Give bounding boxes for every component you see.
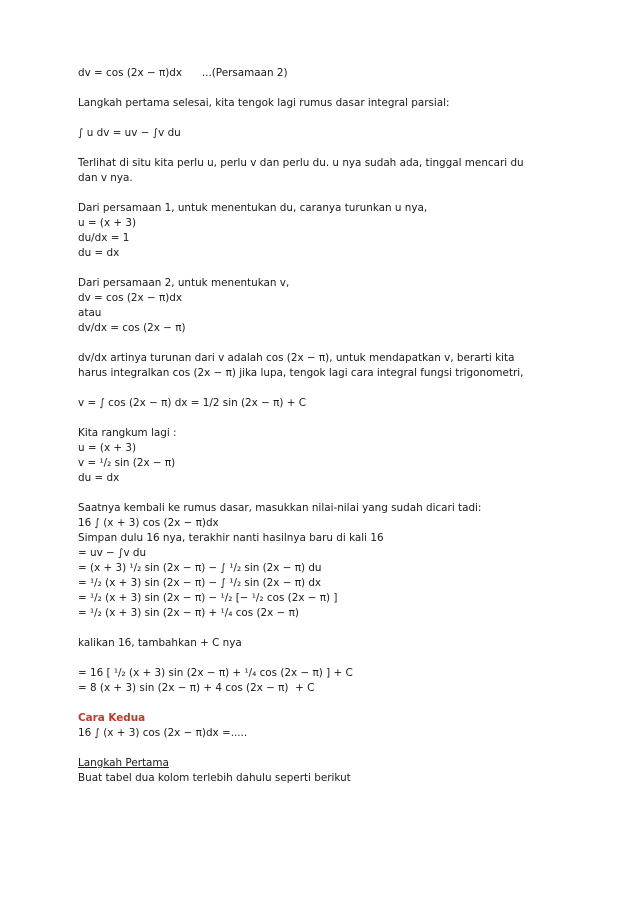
summary-v: v = ¹/₂ sin (2x − π)	[78, 457, 176, 469]
step-uv-minus: = uv − ∫v du	[78, 547, 147, 559]
equation-dv-2: dv = cos (2x − π)dx	[78, 292, 183, 304]
equation-du: du = dx	[78, 247, 120, 259]
formula-integration-by-parts: ∫ u dv = uv − ∫v du	[78, 127, 181, 139]
heading-summary: Kita rangkum lagi :	[78, 427, 177, 439]
text-atau: atau	[78, 307, 102, 319]
paragraph-save-16: Simpan dulu 16 nya, terakhir nanti hasilnya baru di kali 16	[78, 532, 384, 544]
equation-integral-16: 16 ∫ (x + 3) cos (2x − π)dx	[78, 517, 219, 529]
result-line-2: = 8 (x + 3) sin (2x − π) + 4 cos (2x − π) + C	[78, 682, 315, 694]
equation-du-dx: du/dx = 1	[78, 232, 130, 244]
equation-dv-dx: dv/dx = cos (2x − π)	[78, 322, 186, 334]
paragraph-need-u-v-du-1: Terlihat di situ kita perlu u, perlu v dan perlu du. u nya sudah ada, tinggal mencari du	[78, 157, 524, 169]
paragraph-make-table: Buat tabel dua kolom terlebih dahulu seperti berikut	[78, 772, 351, 784]
step-3: = ¹/₂ (x + 3) sin (2x − π) − ¹/₂ [− ¹/₂ cos (2x − π) ]	[78, 592, 338, 604]
paragraph-multiply-16: kalikan 16, tambahkan + C nya	[78, 637, 242, 649]
step-4: = ¹/₂ (x + 3) sin (2x − π) + ¹/₄ cos (2x − π)	[78, 607, 299, 619]
document-page	[78, 66, 578, 786]
paragraph-substitute: Saatnya kembali ke rumus dasar, masukkan nilai-nilai yang sudah dicari tadi:	[78, 502, 482, 514]
result-line-1: = 16 [ ¹/₂ (x + 3) sin (2x − π) + ¹/₄ cos (2x − π) ] + C	[78, 667, 353, 679]
paragraph-find-v: Dari persamaan 2, untuk menentukan v,	[78, 277, 290, 289]
summary-du: du = dx	[78, 472, 120, 484]
equation-u: u = (x + 3)	[78, 217, 137, 229]
heading-cara-kedua: Cara Kedua	[78, 712, 146, 724]
paragraph-derivative-1: dv/dx artinya turunan dari v adalah cos (2x − π), untuk mendapatkan v, berarti kita	[78, 352, 515, 364]
paragraph-step-one-done: Langkah pertama selesai, kita tengok lagi rumus dasar integral parsial:	[78, 97, 450, 109]
paragraph-derivative-2: harus integralkan cos (2x − π) jika lupa, tengok lagi cara integral fungsi trigonometri,	[78, 367, 524, 379]
paragraph-need-u-v-du-2: dan v nya.	[78, 172, 133, 184]
heading-langkah-pertama: Langkah Pertama	[78, 757, 169, 769]
equation-v-integral: v = ∫ cos (2x − π) dx = 1/2 sin (2x − π) + C	[78, 397, 306, 409]
equation-dv: dv = cos (2x − π)dx ...(Persamaan 2)	[78, 67, 288, 79]
step-1: = (x + 3) ¹/₂ sin (2x − π) − ∫ ¹/₂ sin (2x − π) du	[78, 562, 322, 574]
paragraph-find-du: Dari persamaan 1, untuk menentukan du, caranya turunkan u nya,	[78, 202, 428, 214]
summary-u: u = (x + 3)	[78, 442, 137, 454]
equation-cara-kedua: 16 ∫ (x + 3) cos (2x − π)dx =.....	[78, 727, 248, 739]
step-2: = ¹/₂ (x + 3) sin (2x − π) − ∫ ¹/₂ sin (2x − π) dx	[78, 577, 322, 589]
